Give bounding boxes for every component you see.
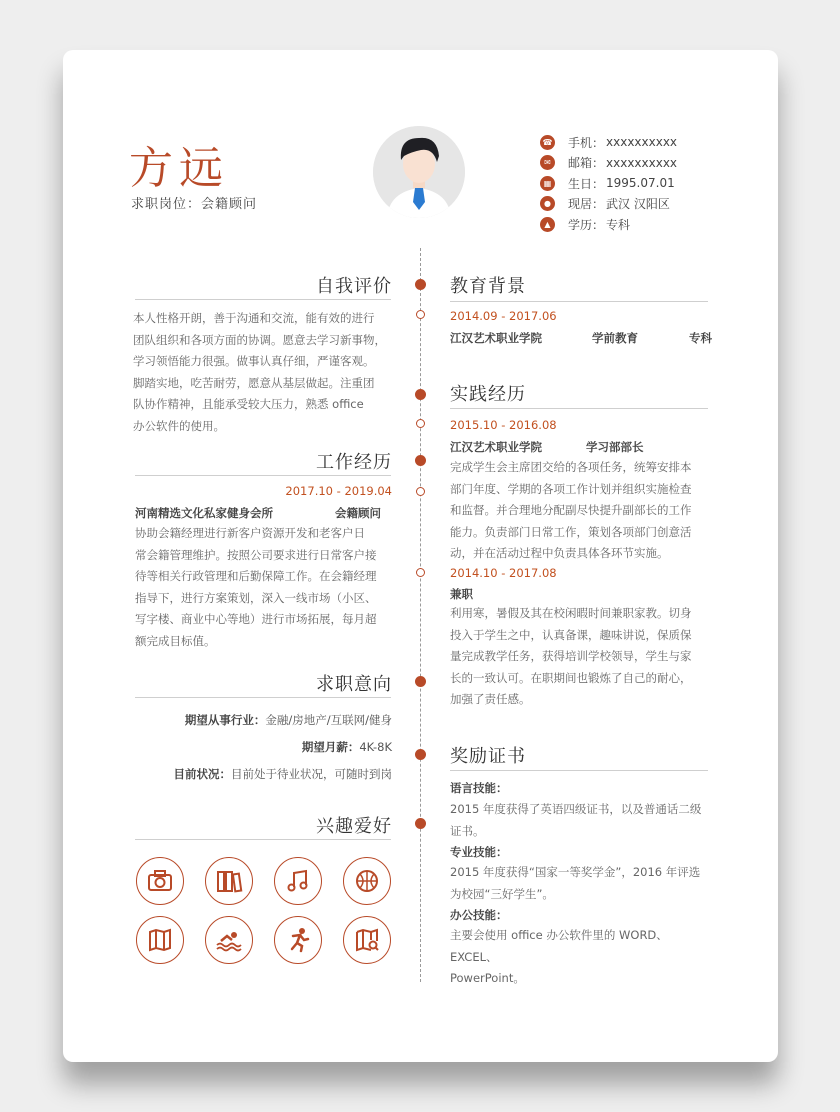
running-icon (285, 927, 311, 953)
basketball-icon (354, 868, 380, 894)
phone-icon: ☎ (540, 135, 555, 150)
section-divider (450, 408, 708, 409)
contact-location (540, 194, 677, 215)
timeline-ring (416, 419, 425, 428)
section-title-practice: 实践经历 (450, 384, 526, 405)
timeline-dot (415, 279, 426, 290)
hobby-music (274, 857, 322, 905)
contact-label: 手机： (568, 135, 605, 150)
award-label: 办公技能： (450, 908, 508, 922)
contact-label: 学历： (568, 217, 605, 232)
camera-icon (147, 868, 173, 894)
text-line: 协助会籍经理进行新客户资源开发和老客户日 (135, 526, 365, 540)
text-line: 学习领悟能力很强。做事认真仔细，严谨客观。 (133, 354, 375, 368)
practice-org: 兼职 (450, 587, 473, 601)
contact-education (540, 214, 677, 235)
intent-label: 期望从事行业： (184, 713, 266, 727)
avatar (373, 126, 465, 218)
hobby-photography (136, 857, 184, 905)
contact-value: 武汉 汉阳区 (606, 197, 670, 212)
timeline-ring (416, 310, 425, 319)
text-line: 长的一致认可。在职期间也锻炼了自己的耐心， (450, 670, 692, 685)
work-date: 2017.10 - 2019.04 (285, 484, 392, 498)
section-title-education: 教育背景 (450, 276, 526, 297)
education-major: 学前教育 (592, 331, 638, 345)
section-divider (450, 301, 708, 302)
practice-role: 学习部部长 (586, 440, 644, 454)
text-line: PowerPoint。 (450, 971, 525, 985)
contact-label: 现居： (568, 197, 605, 212)
text-line: 部门年度、学期的各项工作计划并组织实施检查 (450, 481, 692, 496)
section-title-hobbies: 兴趣爱好 (316, 816, 392, 837)
hobby-travel (136, 916, 184, 964)
section-divider (135, 839, 391, 840)
text-line: 团队组织和各项方面的协调。愿意去学习新事物， (133, 332, 386, 347)
text-line: 能力。负责部门日常工作，策划各项部门创意活 (450, 524, 692, 539)
award-label: 专业技能： (450, 845, 508, 859)
hobby-reading (205, 857, 253, 905)
timeline-dot (415, 389, 426, 400)
intent-value: 金融/房地产/互联网/健身 (265, 713, 392, 727)
map-search-icon (354, 927, 380, 953)
section-divider (135, 299, 391, 300)
location-icon: ● (540, 196, 555, 211)
text-line: 2015 年度获得“国家一等奖学金”，2016 年评选 (450, 865, 701, 879)
work-description (135, 523, 395, 652)
intent-label: 期望月薪： (301, 740, 360, 754)
awards-list (450, 777, 715, 990)
text-line: 待等相关行政管理和后勤保障工作。在会籍经理 (135, 569, 377, 583)
timeline-ring (416, 568, 425, 577)
timeline-dot (415, 455, 426, 466)
hobby-basketball (343, 857, 391, 905)
work-company: 河南精选文化私家健身会所 (135, 506, 273, 520)
text-line: 量完成教学任务，获得培训学校领导，学生与家 (450, 649, 692, 663)
practice-org: 江汉艺术职业学院 (450, 440, 542, 454)
section-title-work: 工作经历 (316, 452, 392, 473)
text-line: 利用寒，暑假及其在校闲暇时间兼职家教。切身 (450, 606, 692, 620)
section-title-self-eval: 自我评价 (316, 276, 392, 297)
resume-page (63, 50, 778, 1062)
text-line: 指导下，进行方案策划，深入一线市场（小区、 (135, 590, 377, 605)
intent-salary (302, 739, 392, 755)
text-line: 脚踏实地，吃苦耐劳，愿意从基层做起。注重团 (133, 375, 375, 390)
timeline-line (420, 248, 421, 982)
hobby-running (274, 916, 322, 964)
intent-industry (185, 712, 392, 728)
award-label: 语言技能： (450, 781, 508, 795)
text-line: 写字楼、商业中心等地）进行市场拓展，每月超 (135, 612, 377, 626)
intent-value: 目前处于待业状况，可随时到岗 (231, 767, 392, 781)
text-line: 为校园“三好学生”。 (450, 886, 554, 901)
timeline-dot (415, 676, 426, 687)
mail-icon: ✉ (540, 155, 555, 170)
person-avatar-icon (373, 126, 465, 218)
contact-value: xxxxxxxxxx (606, 155, 678, 170)
self-eval-text (133, 308, 395, 437)
contact-value: xxxxxxxxxx (606, 135, 678, 150)
work-role: 会籍顾问 (335, 506, 381, 520)
candidate-name: 方远 (129, 143, 229, 194)
text-line: 证书。 (450, 823, 485, 838)
contact-label: 邮箱： (568, 156, 605, 171)
text-line: 加强了责任感。 (450, 692, 531, 706)
practice-date: 2014.10 - 2017.08 (450, 566, 557, 580)
swimming-icon (215, 927, 243, 953)
books-icon (215, 868, 243, 894)
timeline-ring (416, 487, 425, 496)
practice-date: 2015.10 - 2016.08 (450, 418, 557, 432)
practice-description (450, 457, 715, 565)
timeline-dot (415, 818, 426, 829)
education-school: 江汉艺术职业学院 (450, 331, 542, 345)
graduation-cap-icon: ▲ (540, 217, 555, 232)
intent-status (174, 766, 393, 782)
text-line: 和监督。并合理地分配副尽快提升副部长的工作 (450, 503, 692, 517)
music-icon (285, 868, 311, 894)
education-degree: 专科 (689, 331, 712, 345)
section-divider (135, 475, 391, 476)
intent-label: 目前状况： (173, 767, 231, 781)
practice-description (450, 603, 715, 711)
section-title-intent: 求职意向 (316, 674, 392, 695)
calendar-icon: ▦ (540, 176, 555, 191)
text-line: 办公软件的使用。 (133, 418, 225, 433)
timeline-dot (415, 749, 426, 760)
intent-value: 4K-8K (359, 740, 392, 754)
section-title-awards: 奖励证书 (450, 746, 526, 767)
text-line: 投入于学生之中，认真备课，趣味讲说，保质保 (450, 627, 692, 642)
text-line: 动，并在活动过程中负责具体各环节实施。 (450, 546, 669, 560)
text-line: 完成学生会主席团交给的各项任务，统筹安排本 (450, 460, 692, 474)
text-line: 队协作精神，且能承受较大压力，熟悉 office (133, 397, 364, 411)
contact-value: 1995.07.01 (606, 176, 675, 191)
contact-info (540, 132, 677, 235)
hobby-exploring (343, 916, 391, 964)
contact-phone (540, 132, 677, 153)
text-line: 本人性格开朗，善于沟通和交流，能有效的进行 (133, 311, 375, 325)
section-divider (450, 770, 708, 771)
contact-value: 专科 (606, 217, 631, 232)
text-line: 额完成目标值。 (135, 633, 216, 648)
education-date: 2014.09 - 2017.06 (450, 309, 557, 323)
text-line: 2015 年度获得了英语四级证书，以及普通话二级 (450, 802, 702, 816)
contact-label: 生日： (568, 176, 605, 191)
text-line: 常会籍管理维护。按照公司要求进行日常客户接 (135, 547, 377, 562)
map-icon (147, 927, 173, 953)
contact-email (540, 153, 677, 174)
job-target: 求职岗位：会籍顾问 (131, 197, 258, 212)
contact-birthday (540, 173, 677, 194)
section-divider (135, 697, 391, 698)
hobby-swimming (205, 916, 253, 964)
text-line: 主要会使用 office 办公软件里的 WORD、EXCEL、 (450, 928, 668, 964)
